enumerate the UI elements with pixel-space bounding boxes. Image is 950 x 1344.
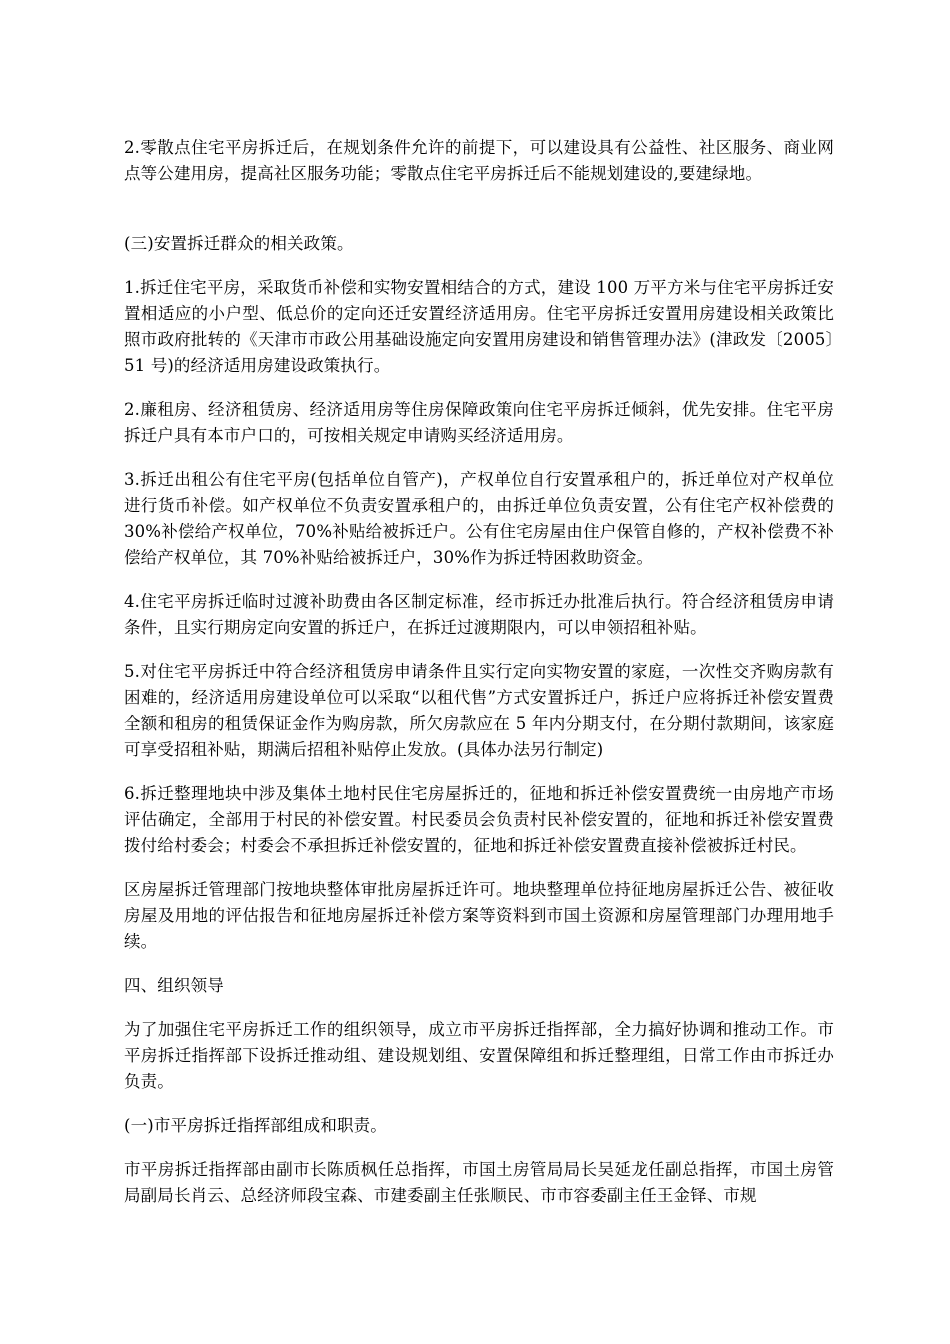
section-heading-organization: 四、组织领导 bbox=[124, 976, 224, 995]
paragraph-policy-4: 4.住宅平房拆迁临时过渡补助费由各区制定标准，经市拆迁办批准后执行。符合经济租赁房申请条件，且实行期房定向安置的拆迁户，在拆迁过渡期限内，可以申领招租补贴。 bbox=[124, 592, 834, 637]
section-heading-command-composition: (一)市平房拆迁指挥部组成和职责。 bbox=[124, 1116, 387, 1135]
paragraph-policy-1: 1.拆迁住宅平房，采取货币补偿和实物安置相结合的方式，建设 100 万平方米与住宅平房拆迁安置相适应的小户型、低总价的定向还迁安置经济适用房。住宅平房拆迁安置用房建设相关政策比照市政府批转的《天津市市政公用基础设施定向安置用房建设和销售管理办法》(津政发〔2005〕51 号)的经济适用房建设政策执行。 bbox=[124, 278, 834, 375]
paragraph-policy-5: 5.对住宅平房拆迁中符合经济租赁房申请条件且实行定向实物安置的家庭，一次性交齐购房款有困难的，经济适用房建设单位可以采取“以租代售”方式安置拆迁户，拆迁户应将拆迁补偿安置费全额和租房的租赁保证金作为购房款，所欠房款应在 5 年内分期支付，在分期付款期间，该家庭可享受招租补贴，期满后招租补贴停止发放。(具体办法另行制定) bbox=[124, 662, 834, 759]
paragraph-command-members: 市平房拆迁指挥部由副市长陈质枫任总指挥，市国土房管局局长吴延龙任副总指挥，市国土房管局副局长肖云、总经济师段宝森、市建委副主任张顺民、市市容委副主任王金铎、市规 bbox=[124, 1160, 834, 1205]
paragraph-district-approval: 区房屋拆迁管理部门按地块整体审批房屋拆迁许可。地块整理单位持征地房屋拆迁公告、被征收房屋及用地的评估报告和征地房屋拆迁补偿方案等资料到市国土资源和房屋管理部门办理用地手续。 bbox=[124, 880, 834, 951]
paragraph-organization-intro: 为了加强住宅平房拆迁工作的组织领导，成立市平房拆迁指挥部，全力搞好协调和推动工作。市平房拆迁指挥部下设拆迁推动组、建设规划组、安置保障组和拆迁整理组，日常工作由市拆迁办负责。 bbox=[124, 1020, 834, 1091]
paragraph-zero-lot-demolition: 2.零散点住宅平房拆迁后，在规划条件允许的前提下，可以建设具有公益性、社区服务、商业网点等公建用房，提高社区服务功能；零散点住宅平房拆迁后不能规划建设的,要建绿地。 bbox=[124, 138, 834, 183]
section-heading-resettlement-policy: (三)安置拆迁群众的相关政策。 bbox=[124, 234, 354, 253]
paragraph-policy-3: 3.拆迁出租公有住宅平房(包括单位自管产)，产权单位自行安置承租户的，拆迁单位对产权单位进行货币补偿。如产权单位不负责安置承租户的，由拆迁单位负责安置，公有住宅产权补偿费的 30%补偿给产权单位，70%补贴给被拆迁户。公有住宅房屋由住户保管自修的，产权补偿费不补偿给产权单位，其 70%补贴给被拆迁户，30%作为拆迁特困救助资金。 bbox=[124, 470, 834, 567]
paragraph-policy-2: 2.廉租房、经济租赁房、经济适用房等住房保障政策向住宅平房拆迁倾斜，优先安排。住宅平房拆迁户具有本市户口的，可按相关规定申请购买经济适用房。 bbox=[124, 400, 834, 445]
document-body bbox=[124, 135, 834, 1209]
paragraph-policy-6: 6.拆迁整理地块中涉及集体土地村民住宅房屋拆迁的，征地和拆迁补偿安置费统一由房地产市场评估确定，全部用于村民的补偿安置。村民委员会负责村民补偿安置的，征地和拆迁补偿安置费拨付给村委会；村委会不承担拆迁补偿安置的，征地和拆迁补偿安置费直接补偿被拆迁村民。 bbox=[124, 784, 834, 855]
